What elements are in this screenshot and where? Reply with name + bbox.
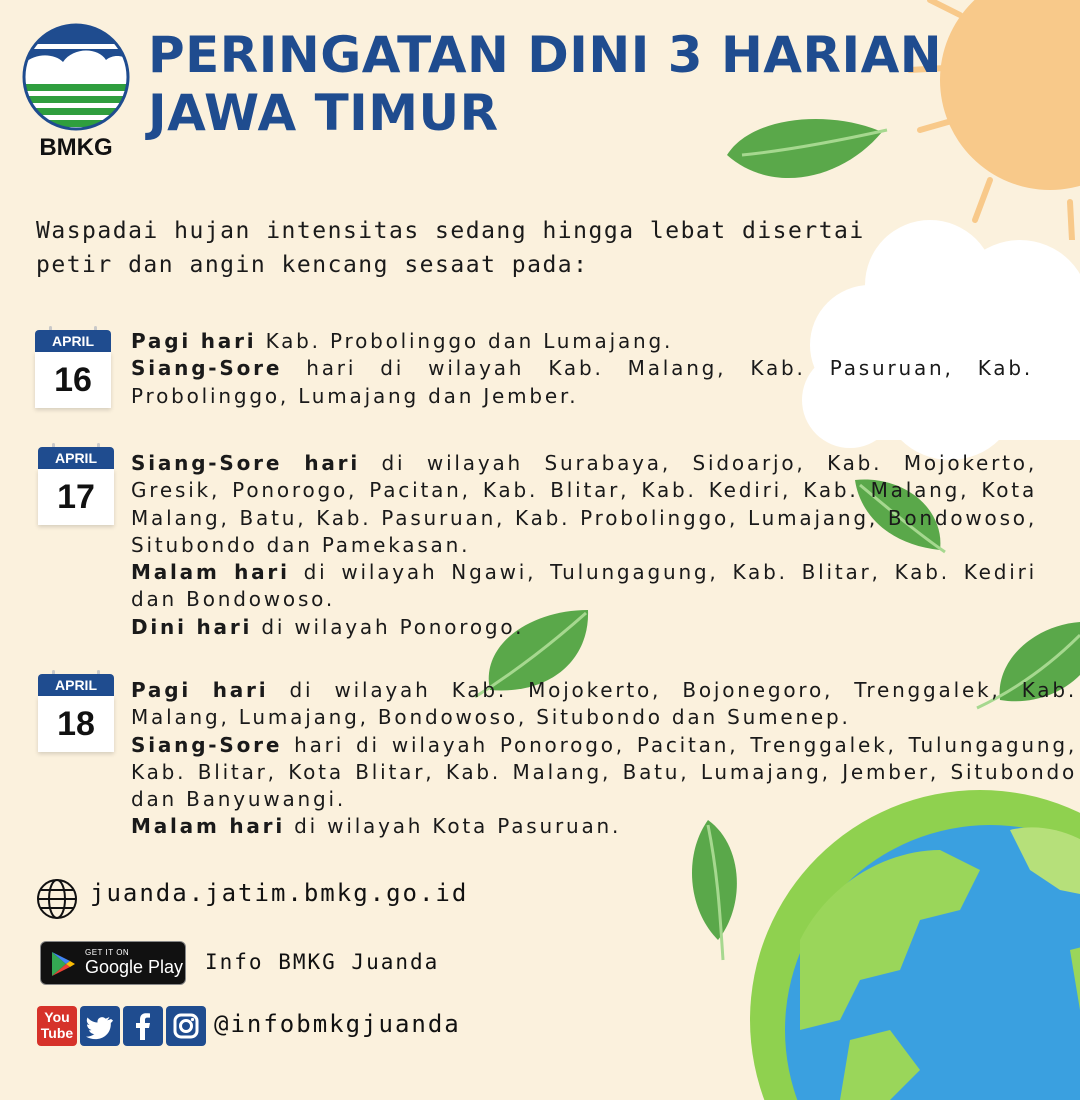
- social-handle[interactable]: @infobmkgjuanda: [214, 1010, 461, 1038]
- youtube-top-text: You: [44, 1009, 70, 1025]
- forecast-april-18: [131, 677, 1077, 841]
- period-label: Pagi hari: [131, 329, 257, 353]
- bmkg-emblem-icon: [18, 22, 134, 132]
- calendar-month: APRIL: [38, 447, 114, 469]
- period-label: Siang-Sore: [131, 732, 283, 757]
- period-text: Kab. Probolinggo dan Lumajang.: [256, 329, 674, 353]
- period-text: di wilayah Surabaya, Sidoarjo, Kab. Mojokerto, Gresik, Ponorogo, Pacitan, Kab. Blitar, Kab. Kediri, Kab. Malang, Kota Malang, Batu, Kab. Pasuruan, Kab. Probolinggo, Lumajang, Bondowoso, Situbondo dan Pamekasan.: [131, 451, 1037, 557]
- logo-text: BMKG: [39, 134, 113, 161]
- calendar-day: 18: [38, 696, 114, 752]
- period-text: hari di wilayah Kab. Malang, Kab. Pasuruan, Kab. Probolinggo, Lumajang dan Jember.: [131, 356, 1033, 408]
- calendar-day: 16: [35, 352, 111, 408]
- forecast-april-16: [131, 328, 1033, 410]
- period-label: Siang-Sore hari: [131, 451, 360, 475]
- period-text: di wilayah Ngawi, Tulungagung, Kab. Blitar, Kab. Kediri dan Bondowoso.: [131, 560, 1037, 612]
- bmkg-logo: [18, 22, 134, 162]
- intro-text: [36, 214, 916, 282]
- google-play-icon: [49, 950, 77, 978]
- calendar-icon-april-18: [38, 670, 114, 754]
- website-link[interactable]: juanda.jatim.bmkg.go.id: [90, 879, 469, 907]
- period-text: di wilayah Kota Pasuruan.: [285, 814, 622, 839]
- calendar-icon-april-16: [35, 326, 111, 410]
- period-label: Pagi hari: [131, 678, 269, 702]
- period-text: hari di wilayah Ponorogo, Pacitan, Trenggalek, Tulungagung, Kab. Blitar, Kota Blitar, Kab. Malang, Batu, Lumajang, Jember, Situbondo dan Banyuwangi.: [131, 732, 1077, 812]
- google-play-big: Google Play: [85, 957, 184, 977]
- forecast-entry: [131, 813, 1077, 840]
- facebook-icon[interactable]: [123, 1006, 163, 1046]
- youtube-bottom-text: Tube: [40, 1025, 74, 1041]
- page-title: [148, 26, 948, 142]
- globe-icon: [36, 878, 78, 920]
- instagram-icon[interactable]: [166, 1006, 206, 1046]
- google-play-small: GET IT ON: [85, 948, 130, 957]
- forecast-entry: [131, 355, 1033, 410]
- intro-line-2: petir dan angin kencang sesaat pada:: [36, 252, 589, 278]
- period-label: Siang-Sore: [131, 356, 283, 381]
- twitter-icon[interactable]: [80, 1006, 120, 1046]
- google-play-badge[interactable]: [40, 941, 186, 985]
- forecast-april-17: [131, 450, 1037, 641]
- period-text: di wilayah Ponorogo.: [252, 614, 525, 639]
- calendar-month: APRIL: [38, 674, 114, 696]
- forecast-entry: [131, 732, 1077, 814]
- app-name: Info BMKG Juanda: [205, 950, 440, 974]
- calendar-day: 17: [38, 469, 114, 525]
- forecast-entry: [131, 677, 1077, 732]
- period-label: Malam hari: [131, 560, 290, 585]
- title-line-2: JAWA TIMUR: [148, 84, 499, 142]
- forecast-entry: [131, 614, 1037, 641]
- forecast-entry: [131, 559, 1037, 614]
- calendar-month: APRIL: [35, 330, 111, 352]
- forecast-entry: [131, 450, 1037, 559]
- forecast-entry: [131, 328, 1033, 355]
- period-text: di wilayah Kab. Mojokerto, Bojonegoro, Trenggalek, Kab. Malang, Lumajang, Bondowoso, Situbondo dan Sumenep.: [131, 678, 1077, 730]
- calendar-icon-april-17: [38, 443, 114, 527]
- intro-line-1: Waspadai hujan intensitas sedang hingga lebat disertai: [36, 218, 865, 244]
- youtube-icon[interactable]: [37, 1006, 77, 1046]
- period-label: Dini hari: [131, 614, 253, 639]
- title-line-1: PERINGATAN DINI 3 HARIAN: [148, 26, 943, 84]
- period-label: Malam hari: [131, 814, 286, 839]
